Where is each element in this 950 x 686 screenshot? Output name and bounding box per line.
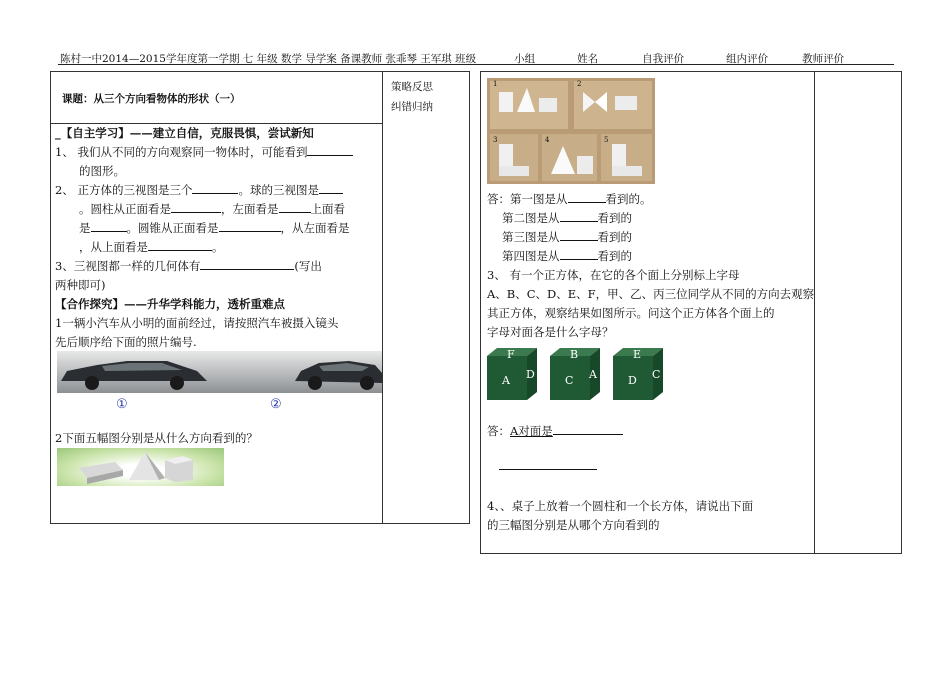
cube-2-right: A bbox=[589, 368, 597, 381]
q2-line2 bbox=[79, 200, 345, 218]
cube-answer-prefix: 答： bbox=[487, 424, 510, 438]
answer-2-text: 第二图是从 bbox=[502, 211, 560, 225]
answer-4 bbox=[502, 247, 632, 265]
header-name: 姓名 bbox=[577, 53, 599, 65]
cube-question-line3: 其正方体，观察结果如图所示。问这个正方体各个面上的 bbox=[487, 306, 775, 320]
q2-blank-1[interactable] bbox=[192, 181, 238, 194]
answer-1-suffix: 看到的。 bbox=[605, 192, 652, 206]
photo-number-5: 5 bbox=[604, 136, 609, 144]
car-label-2: ② bbox=[270, 397, 282, 412]
car-label-1: ① bbox=[116, 397, 128, 412]
cube-3-left: D bbox=[628, 374, 637, 387]
cube-question-line4: 字母对面各是什么字母？ bbox=[487, 325, 614, 339]
q2-text-i: ，从上面看是 bbox=[79, 240, 148, 254]
q2-text-f: 是 bbox=[79, 221, 91, 235]
q2-text-d: ，左面看是 bbox=[221, 202, 279, 216]
q2-text-a: 2、 正方体的三视图是三个 bbox=[55, 183, 193, 197]
answer-3-blank[interactable] bbox=[560, 228, 598, 241]
q1-blank[interactable] bbox=[307, 143, 353, 156]
q2-line1 bbox=[55, 181, 343, 199]
photo-number-2: 2 bbox=[577, 80, 582, 88]
q2-line4 bbox=[79, 238, 224, 256]
answer-1-text: 答：第一图是从 bbox=[487, 192, 568, 206]
q2-text-g: 。圆锥从正面看是 bbox=[126, 221, 219, 235]
cube-question-line2: A、B、C、D、E、F，甲、乙、丙三位同学从不同的方向去观察 bbox=[487, 287, 815, 301]
cube-question-line1: 3、 有一个正方体，在它的各个面上分别标上字母 bbox=[487, 268, 740, 282]
cube-view-3 bbox=[613, 348, 663, 398]
cube-3-right: C bbox=[652, 368, 661, 381]
answer-1 bbox=[487, 190, 652, 208]
answer-4-blank[interactable] bbox=[560, 247, 598, 260]
q3-text-a: 3、三视图都一样的几何体有 bbox=[55, 259, 201, 273]
car-illustration bbox=[57, 351, 382, 393]
cube-1-right: D bbox=[526, 368, 535, 381]
header-self-eval: 自我评价 bbox=[642, 53, 685, 65]
cube-2-top: B bbox=[570, 348, 579, 361]
cube-answer bbox=[487, 422, 623, 440]
cube-1-left: A bbox=[502, 374, 510, 387]
q2-text-h: ，从左面看是 bbox=[280, 221, 350, 235]
header-rule bbox=[58, 64, 894, 65]
p1-line1: 1一辆小汽车从小明的面前经过，请按照汽车被摄入镜头 bbox=[55, 316, 339, 330]
header-text: 陈村一中2014—2015学年度第一学期 七 年级 数学 导学案 备课教师 张乖琴 王军琪 班级 bbox=[60, 53, 477, 65]
answer-4-suffix: 看到的 bbox=[597, 249, 632, 263]
answer-4-text: 第四图是从 bbox=[502, 249, 560, 263]
q2-text-b: 。球的三视图是 bbox=[238, 183, 319, 197]
cube-answer-blank-2[interactable] bbox=[499, 457, 597, 470]
cube-answer-blank-1[interactable] bbox=[553, 422, 623, 435]
views-photo-illustration bbox=[487, 78, 655, 184]
answer-3-suffix: 看到的 bbox=[597, 230, 632, 244]
left-table-divider bbox=[382, 71, 383, 524]
q2-text-j: 。 bbox=[212, 240, 224, 254]
cube-1-top: F bbox=[507, 348, 515, 361]
side-col-label-1: 策略反思 bbox=[391, 81, 433, 93]
q2-blank-2[interactable] bbox=[319, 181, 343, 194]
p2-text: 2下面五幅图分别是从什么方向看到的？ bbox=[55, 431, 258, 445]
section-self-study-text: 【自主学习】——建立自信，克服畏惧，尝试新知 bbox=[60, 126, 314, 140]
q2-blank-4[interactable] bbox=[279, 200, 311, 213]
q2-blank-7[interactable] bbox=[148, 238, 212, 251]
cube-view-2 bbox=[550, 348, 600, 398]
q4-line1: 4、、桌子上放着一个圆柱和一个长方体，请说出下面 bbox=[487, 499, 754, 513]
header-group: 小组 bbox=[514, 53, 536, 65]
cube-2-left: C bbox=[565, 374, 574, 387]
q1-line1 bbox=[55, 143, 353, 161]
answer-3-text: 第三图是从 bbox=[502, 230, 560, 244]
cube-answer-text: A对面是 bbox=[510, 424, 553, 438]
car-photo-strip bbox=[57, 351, 382, 393]
q1-text: 1、 我们从不同的方向观察同一物体时，可能看到 bbox=[55, 145, 308, 159]
q2-text-e: 上面看 bbox=[310, 202, 345, 216]
section-cooperative: 【合作探究】——升华学科能力，透析重难点 bbox=[55, 297, 285, 311]
q2-blank-5[interactable] bbox=[91, 219, 127, 232]
header-teacher-eval: 教师评价 bbox=[802, 53, 845, 65]
q3-line1 bbox=[55, 257, 322, 275]
cube-answer-line2 bbox=[499, 457, 597, 475]
answer-2 bbox=[502, 209, 632, 227]
shapes-illustration bbox=[57, 448, 224, 486]
lesson-title: 课题：从三个方向看物体的形状（一） bbox=[62, 93, 241, 105]
photo-number-4: 4 bbox=[545, 136, 550, 144]
photo-number-3: 3 bbox=[493, 136, 498, 144]
shapes-photo bbox=[57, 448, 224, 486]
section-self-study: _【自主学习】——建立自信，克服畏惧，尝试新知 bbox=[55, 126, 314, 140]
views-photo-grid bbox=[487, 78, 655, 184]
header-group-eval: 组内评价 bbox=[726, 53, 769, 65]
answer-3 bbox=[502, 228, 632, 246]
q3-text-b: (写出 bbox=[294, 259, 322, 273]
q2-blank-6[interactable] bbox=[219, 219, 281, 232]
cube-view-1 bbox=[487, 348, 537, 398]
answer-2-suffix: 看到的 bbox=[597, 211, 632, 225]
q4-line2: 的三幅图分别是从哪个方向看到的 bbox=[487, 518, 660, 532]
right-table-divider bbox=[814, 71, 815, 554]
q3-blank[interactable] bbox=[200, 257, 294, 270]
cube-3-top: E bbox=[633, 348, 642, 361]
q2-blank-3[interactable] bbox=[171, 200, 221, 213]
q1-line2: 的图形。 bbox=[79, 164, 125, 178]
photo-number-1: 1 bbox=[493, 80, 498, 88]
answer-2-blank[interactable] bbox=[560, 209, 598, 222]
q2-text-c: 。圆柱从正面看是 bbox=[79, 202, 171, 216]
side-col-label-2: 纠错归纳 bbox=[391, 101, 433, 113]
q3-line2: 两种即可) bbox=[55, 278, 106, 292]
p1-line2: 先后顺序给下面的照片编号. bbox=[55, 335, 197, 349]
answer-1-blank[interactable] bbox=[568, 190, 606, 203]
q2-line3 bbox=[79, 219, 350, 237]
